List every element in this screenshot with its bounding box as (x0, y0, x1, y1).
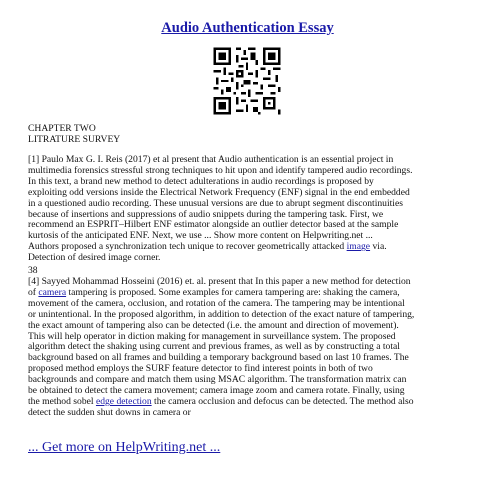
paragraph-line: movement of the camera, occlusion, and rotation of the camera. The tampering may be intentional (28, 297, 405, 309)
paragraph-line: multimedia forensics stressful strong techniques to hit upon and identify tampered audio recordings. (28, 164, 413, 176)
paragraph-line: In this text, a brand new method to detect adulterations in audio recordings is proposed by (28, 175, 374, 187)
paragraph-line: backgrounds and compare and match them using MSAC algorithm. The transformation matrix can (28, 374, 407, 386)
paragraph-1 (28, 155, 475, 264)
paragraph-text: the method sobel (28, 395, 96, 407)
survey-label: LITRATURE SURVEY (28, 133, 121, 145)
paragraph-text: Authors proposed a synchronization tech unique to recover geometrically attacked (28, 241, 347, 253)
paragraph-text: via. (370, 241, 387, 253)
page-title[interactable]: Audio Authentication Essay (161, 20, 334, 36)
paragraph-line: Detection of desired image corner. (28, 252, 161, 264)
paragraph-line: background based on all frames and building a temporary background based on last 10 frames. The (28, 352, 409, 364)
paragraph-line: or unintentional. In the proposed algorithm, in addition to detection of the exact nature of tampering, (28, 308, 415, 320)
paragraph-2 (28, 277, 475, 419)
chapter-heading (28, 124, 475, 146)
paragraph-line: detect the sudden shut downs in camera or (28, 406, 191, 418)
paragraph-line: proposed method employs the SURF feature detector to find interest points in both of two (28, 363, 373, 375)
paragraph-line: kurtosis of the anticipated ENF. Next, we use ... Show more content on Helpwriting.net ... (28, 230, 373, 242)
image-link[interactable]: image (346, 241, 371, 253)
paragraph-text: of (28, 286, 39, 298)
paragraph-line: be obtained to detect the camera movement; camera image zoom and camera rotate. Finally, using (28, 385, 405, 397)
qr-code-icon (211, 45, 283, 117)
paragraph-line: in a questioned audio recording. These unusual versions are due to abrupt segment discontinuities (28, 197, 403, 209)
chapter-label: CHAPTER TWO (28, 123, 96, 134)
edge-detection-link[interactable]: edge detection (95, 395, 152, 407)
paragraph-text: the camera occlusion and defocus can be detected. The method also (151, 395, 414, 407)
paragraph-line: because of insertions and suppressions of audio snippets during the tampering task. First, we (28, 208, 384, 220)
camera-link[interactable]: camera (38, 286, 67, 298)
paragraph-line: the exact amount of tampering also can be detected (i.e. the amount and direction of movement). (28, 319, 399, 331)
page-number: 38 (28, 265, 38, 276)
paragraph-line: [4] Sayyed Mohammad Hosseini (2016) et. al. present that In this paper a new method for detection (28, 276, 411, 287)
paragraph-line: [1] Paulo Max G. I. Reis (2017) et al present that Audio authentication is an essential project in (28, 154, 394, 165)
get-more-link[interactable]: ... Get more on HelpWriting.net ... (28, 440, 221, 455)
paragraph-line: This will help operator in diction making for management in surveillance system. The proposed (28, 330, 396, 342)
paragraph-line: recommend an ESPRIT–Hilbert ENF estimator alongside an outlier detector based at the sample (28, 219, 399, 231)
paragraph-text: tampering is proposed. Some examples for camera tampering are: shaking the camera, (66, 286, 400, 298)
paragraph-line: exploiting odd versions inside the Electrical Network Frequency (ENF) signal in the end embedded (28, 186, 410, 198)
paragraph-line: algorithm detect the shaking using current and previous frames, as well as by constructing a total (28, 341, 400, 353)
